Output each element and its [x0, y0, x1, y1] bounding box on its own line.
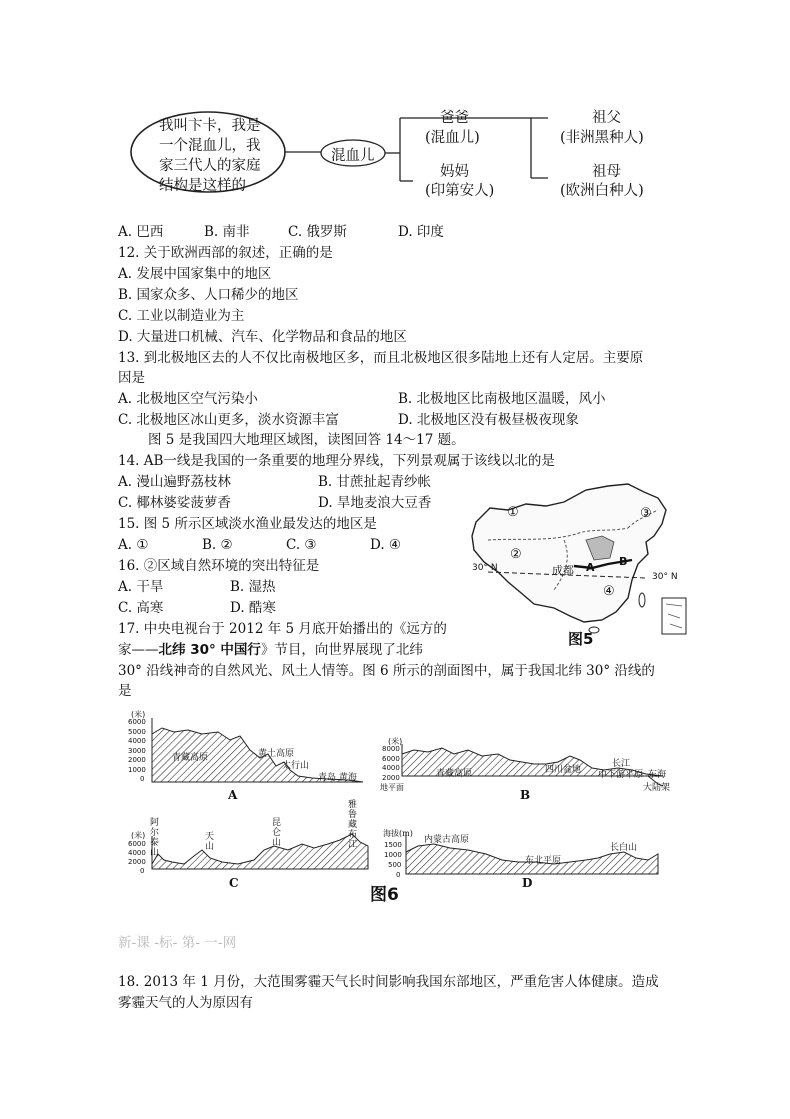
figure-6-caption: 图6 — [370, 885, 399, 905]
y-tick: 2000 — [382, 773, 400, 782]
q12-stem: 12. 关于欧洲西部的叙述，正确的是 — [118, 245, 333, 261]
profile-c-graphic — [152, 834, 368, 869]
q17-line4: 是 — [118, 683, 132, 699]
y-tick: 1000 — [384, 851, 402, 859]
profile-a-unit: (米) — [131, 710, 146, 719]
q16-option-c: C. 高寒 — [118, 600, 164, 616]
y-tick: 3000 — [128, 746, 146, 755]
grandfather-note: (非洲黑种人) — [560, 130, 644, 146]
q17-line1: 17. 中央电视台于 2012 年 5 月底开始播出的《远方的 — [118, 621, 447, 637]
q14-option-b: B. 甘蔗扯起青纱帐 — [318, 474, 432, 490]
q12-option-c: C. 工业以制造业为主 — [118, 308, 245, 324]
map-lat-left: 30° N — [472, 563, 498, 573]
q18-line2: 雾霾天气的人为原因有 — [118, 995, 253, 1011]
father-note: (混血儿) — [425, 130, 480, 146]
y-tick: 4000 — [128, 737, 146, 745]
profile-c-label: 阿尔泰山 — [150, 818, 160, 858]
bubble-line: 结构是这样的 — [159, 178, 246, 194]
q16-option-b: B. 湿热 — [230, 579, 276, 595]
china-outline — [472, 484, 666, 622]
taiwan-island — [639, 593, 645, 607]
profile-b-label: 东海 — [648, 770, 667, 780]
profile-b-unit: (米) — [388, 737, 403, 746]
profile-b-letter: B — [520, 788, 531, 802]
q15-stem: 15. 图 5 所示区域淡水渔业最发达的地区是 — [118, 516, 377, 532]
map-region-2: ② — [510, 547, 522, 562]
profile-d-yticks — [384, 840, 402, 880]
father-label: 爸爸 — [440, 110, 469, 126]
q17-line2 — [118, 640, 423, 660]
center-label: 混血儿 — [331, 148, 375, 164]
y-tick: 4000 — [128, 849, 146, 857]
y-tick: 6000 — [128, 718, 146, 726]
q11-option-d: D. 印度 — [398, 224, 444, 240]
y-tick: 5000 — [128, 727, 146, 736]
q14-stem: 14. AB一线是我国的一条重要的地理分界线，下列景观属于该线以北的是 — [118, 453, 555, 469]
q15-option-d: D. ④ — [370, 537, 402, 553]
mother-note: (印第安人) — [425, 183, 495, 199]
profile-d-label: 内蒙古高原 — [424, 835, 470, 845]
y-tick: 0 — [140, 867, 145, 875]
profile-c-label: 昆仑山 — [272, 818, 282, 848]
q11-option-a: A. 巴西 — [118, 224, 164, 240]
profile-b-label: 大陆架 — [643, 783, 671, 793]
y-tick: 2000 — [128, 756, 146, 764]
profile-b-label: 长江 — [612, 759, 631, 769]
y-tick: 500 — [388, 861, 402, 869]
bubble-line: 我叫卞卡，我是 — [159, 118, 261, 134]
q14-option-c: C. 椰林婆娑菠萝香 — [118, 495, 231, 511]
q16-option-d: D. 酷寒 — [230, 600, 276, 616]
q11-option-c: C. 俄罗斯 — [288, 224, 347, 240]
y-tick: 0 — [140, 775, 145, 783]
q17-line2-a: 家—— — [118, 642, 159, 658]
grandmother-label: 祖母 — [592, 164, 621, 180]
profile-c-letter: C — [229, 876, 239, 890]
mother-label: 妈妈 — [440, 164, 469, 180]
profile-b-label: 中下游平原 — [598, 770, 644, 780]
q16-option-a: A. 干旱 — [118, 579, 164, 595]
q17-line3: 30° 沿线神奇的自然风光、风土人情等。图 6 所示的剖面图中，属于我国北纬 30° 沿线的 — [118, 663, 655, 679]
map-region-3: ③ — [640, 506, 652, 521]
q12-option-a: A. 发展中国家集中的地区 — [118, 266, 272, 282]
profile-c-yticks — [128, 840, 146, 876]
q13-option-d: D. 北极地区没有极昼极夜现象 — [398, 412, 579, 428]
y-tick: 1000 — [128, 765, 146, 774]
grandmother-note: (欧洲白种人) — [560, 183, 644, 199]
q17-program-title: 北纬 30° 中国行 — [158, 642, 261, 658]
q13-option-b: B. 北极地区比南极地区温暖，风小 — [398, 391, 606, 407]
y-tick: 8000 — [382, 745, 400, 753]
map-city-chengdu: 成都 — [552, 564, 574, 577]
y-tick: 4000 — [382, 764, 400, 772]
watermark-text: 新-课 -标- 第- 一-网 — [118, 935, 237, 951]
q13-option-a: A. 北极地区空气污染小 — [118, 391, 258, 407]
profile-c-label: 天山 — [205, 832, 215, 852]
q13-stem-line1: 13. 到北极地区去的人不仅比南极地区多，而且北极地区很多陆地上还有人定居。主要原 — [118, 350, 644, 366]
profile-a-label: 太行山 — [282, 761, 310, 771]
q13-option-c: C. 北极地区冰山更多，淡水资源丰富 — [118, 412, 339, 428]
map-point-b: B — [619, 555, 628, 568]
q18-line1: 18. 2013 年 1 月份，大范围雾霾天气长时间影响我国东部地区，严重危害人体健康。造成 — [118, 974, 659, 990]
china-map — [468, 480, 690, 650]
map-region-4: ④ — [603, 584, 615, 599]
profile-d-unit: 海拔(m) — [383, 829, 413, 838]
q17-line2-c: 》节目，向世界展现了北纬 — [260, 642, 423, 658]
q11-option-b: B. 南非 — [204, 224, 250, 240]
q12-option-d: D. 大量进口机械、汽车、化学物品和食品的地区 — [118, 329, 407, 345]
q14-option-a: A. 漫山遍野荔枝林 — [118, 474, 231, 490]
grandfather-label: 祖父 — [592, 110, 621, 126]
profile-a-label: 黄土高原 — [258, 749, 295, 759]
y-tick: 1500 — [384, 841, 402, 849]
y-tick: 6000 — [128, 840, 146, 848]
q14-option-d: D. 旱地麦浪大豆香 — [318, 495, 432, 511]
y-tick: 2000 — [128, 858, 146, 866]
profile-c-label: 雅鲁藏布江 — [348, 800, 358, 850]
profile-b-label: 四川盆地 — [545, 765, 582, 775]
map-lat-right: 30° N — [652, 572, 678, 582]
profile-b-base: 地平面 — [380, 783, 404, 792]
profile-b-yticks — [382, 745, 400, 783]
profile-d-label: 东北平原 — [525, 856, 562, 866]
q16-stem: 16. ②区域自然环境的突出特征是 — [118, 558, 320, 574]
profile-b-label: 青藏高原 — [436, 769, 473, 779]
q12-option-b: B. 国家众多、人口稀少的地区 — [118, 287, 299, 303]
profile-a-letter: A — [228, 788, 238, 802]
bubble-line: 家三代人的家庭 — [159, 158, 261, 174]
profile-a-yticks — [128, 718, 146, 785]
profile-a-label: 青岛 黄海 — [318, 773, 357, 783]
bubble-line: 一个混血儿，我 — [159, 138, 261, 154]
profile-d-label: 长白山 — [610, 843, 638, 853]
profile-c-unit: (米) — [131, 831, 146, 840]
profile-a-label: 青藏高原 — [172, 753, 209, 763]
y-tick: 6000 — [382, 754, 400, 763]
map-point-a: A — [586, 561, 595, 574]
map-region-1: ① — [507, 505, 519, 520]
profile-d-letter: D — [522, 876, 533, 890]
speech-bubble-text — [159, 116, 261, 196]
y-tick: 0 — [396, 871, 401, 879]
q15-option-a: A. ① — [118, 537, 149, 553]
q13-stem-line2: 因是 — [118, 370, 145, 386]
intro-14-17: 图 5 是我国四大地理区域图，读图回答 14～17 题。 — [148, 432, 465, 448]
q15-option-b: B. ② — [202, 537, 233, 553]
map-caption: 图5 — [568, 630, 594, 648]
q15-option-c: C. ③ — [286, 537, 317, 553]
